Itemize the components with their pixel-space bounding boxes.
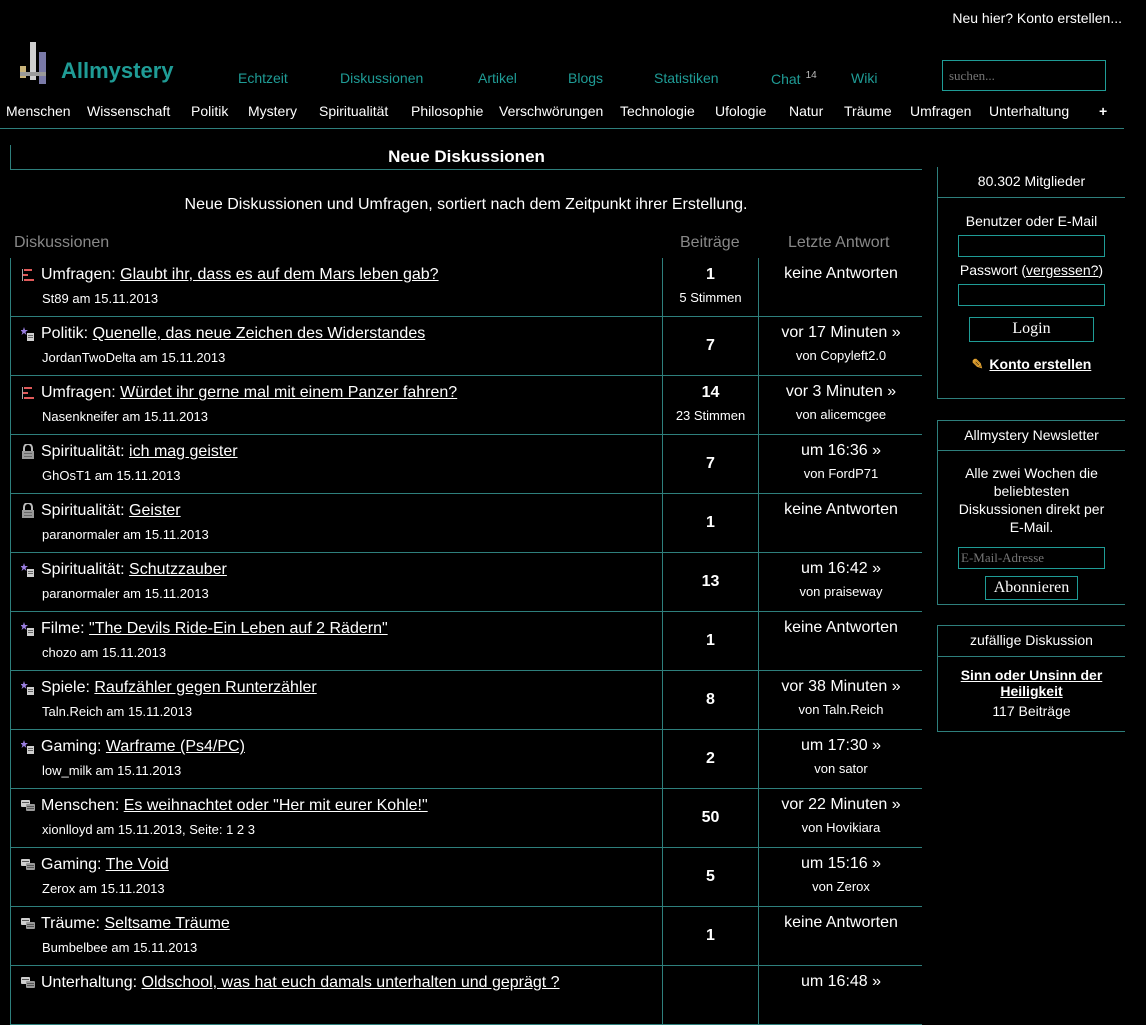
lock-icon (21, 503, 35, 519)
table-row (10, 435, 922, 494)
col-last-reply: Letzte Antwort (788, 234, 890, 251)
thread-cell (11, 966, 663, 1024)
thread-meta (42, 645, 166, 660)
thread-category: Spiele: (41, 679, 90, 696)
thread-title-link[interactable]: Geister (129, 502, 181, 519)
thread-category: Gaming: (41, 856, 102, 873)
password-label (938, 262, 1125, 278)
thread-author[interactable]: Taln.Reich (42, 704, 103, 719)
thread-meta (42, 468, 181, 483)
login-button[interactable]: Login (969, 317, 1094, 342)
table-row (10, 553, 922, 612)
thread-title-link[interactable]: Würdet ihr gerne mal mit einem Panzer fahren? (120, 384, 458, 401)
last-reply-cell (759, 612, 923, 670)
thread-title-link[interactable]: Glaubt ihr, dass es auf dem Mars leben gab? (120, 266, 439, 283)
table-row (10, 612, 922, 671)
post-count: 1 (706, 927, 715, 944)
thread-category: Träume: (41, 915, 100, 932)
category-natur[interactable]: Natur (789, 103, 824, 119)
thread-cell (11, 789, 663, 847)
nav-chat[interactable] (771, 70, 817, 87)
page-title: Neue Diskussionen (10, 145, 922, 170)
table-row (10, 848, 922, 907)
thread-author[interactable]: GhOsT1 (42, 468, 92, 483)
discussion-icon (21, 916, 35, 932)
thread-meta (42, 763, 181, 778)
post-count: 1 (706, 632, 715, 649)
last-reply-cell (759, 907, 923, 965)
thread-author[interactable]: St89 (42, 291, 69, 306)
thread-date: am 15.11.2013, Seite: 1 2 3 (96, 822, 255, 837)
discussion-icon (21, 798, 35, 814)
col-posts: Beiträge (680, 234, 740, 251)
vote-count: 23 Stimmen (675, 408, 746, 423)
category-menschen[interactable]: Menschen (6, 103, 71, 119)
table-row (10, 258, 922, 317)
last-reply-time[interactable]: keine Antworten (784, 619, 898, 636)
category-bar (0, 96, 1124, 129)
thread-date: am 15.11.2013 (94, 468, 181, 483)
thread-date: am 15.11.2013 (80, 645, 167, 660)
nav-wiki[interactable]: Wiki (851, 70, 878, 86)
posts-cell (663, 317, 759, 375)
category-traeume[interactable]: Träume (844, 103, 892, 119)
thread-meta (42, 527, 209, 542)
post-count: 2 (706, 750, 715, 767)
password-label-text: Passwort ( (959, 262, 1027, 278)
create-account-link[interactable]: Konto erstellen (989, 356, 1092, 372)
category-umfragen[interactable]: Umfragen (910, 103, 972, 119)
newsletter-text: Alle zwei Wochen die beliebtesten Diskussionen direkt per E-Mail. (958, 465, 1105, 535)
thread-category: Umfragen: (41, 266, 116, 283)
post-count: 1 (706, 266, 715, 283)
post-count: 50 (701, 809, 720, 826)
user-label: Benutzer oder E-Mail (965, 213, 1098, 229)
thread-meta (42, 704, 192, 719)
posts-cell (663, 789, 759, 847)
new-thread-icon (21, 739, 35, 755)
table-row (10, 730, 922, 789)
nav-diskussionen[interactable]: Diskussionen (340, 70, 424, 86)
table-row (10, 966, 922, 1025)
table-body (10, 258, 922, 1025)
intro-text: Neue Diskussionen und Umfragen, sortiert nach dem Zeitpunkt ihrer Erstellung. (184, 196, 748, 213)
password-field[interactable] (958, 284, 1105, 306)
category-politik[interactable]: Politik (191, 103, 229, 119)
post-count: 8 (706, 691, 715, 708)
thread-cell (11, 848, 663, 906)
last-reply-user[interactable]: von Taln.Reich (798, 702, 884, 717)
thread-category: Spiritualität: (41, 502, 125, 519)
thread-meta (42, 350, 225, 365)
logo-text[interactable]: Allmystery (61, 58, 174, 83)
nav-echtzeit[interactable]: Echtzeit (238, 70, 288, 86)
category-ufologie[interactable]: Ufologie (715, 103, 767, 119)
thread-title-link[interactable]: "The Devils Ride-Ein Leben auf 2 Rädern" (89, 620, 388, 637)
thread-title-link[interactable]: The Void (105, 856, 169, 873)
last-reply-user[interactable]: von Copyleft2.0 (795, 348, 887, 363)
table-row (10, 494, 922, 553)
thread-title-link[interactable]: ich mag geister (129, 443, 238, 460)
last-reply-user[interactable]: von Hovikiara (801, 820, 881, 835)
last-reply-time[interactable]: vor 17 Minuten » (781, 324, 901, 341)
thread-cell (11, 730, 663, 788)
last-reply-cell (759, 435, 923, 493)
post-count: 1 (706, 514, 715, 531)
thread-date: am 15.11.2013 (139, 350, 226, 365)
thread-cell (11, 376, 663, 434)
posts-cell (663, 553, 759, 611)
posts-cell (663, 376, 759, 434)
thread-date: am 15.11.2013 (111, 940, 198, 955)
thread-date: am 15.11.2013 (78, 881, 165, 896)
thread-category: Umfragen: (41, 384, 116, 401)
posts-cell (663, 612, 759, 670)
thread-date: am 15.11.2013 (122, 527, 209, 542)
thread-title-link[interactable]: Schutzzauber (129, 561, 227, 578)
last-reply-user[interactable]: von FordP71 (803, 466, 879, 481)
last-reply-user[interactable]: von alicemcgee (795, 407, 887, 422)
thread-cell (11, 494, 663, 552)
newsletter-title: Allmystery Newsletter (938, 421, 1125, 451)
thread-date: am 15.11.2013 (122, 586, 209, 601)
new-thread-icon (21, 680, 35, 696)
last-reply-time[interactable]: vor 38 Minuten » (781, 678, 901, 695)
post-count: 7 (706, 455, 715, 472)
allmystery-logo-icon[interactable] (20, 42, 50, 84)
thread-author[interactable]: Zerox (42, 881, 76, 896)
new-thread-icon (21, 562, 35, 578)
posts-cell (663, 494, 759, 552)
poll-icon (21, 385, 35, 401)
thread-category: Gaming: (41, 738, 102, 755)
thread-cell (11, 671, 663, 729)
login-box (937, 167, 1125, 399)
category-mystery[interactable]: Mystery (248, 103, 297, 119)
last-reply-time[interactable]: um 15:16 » (800, 855, 882, 872)
last-reply-cell (759, 848, 923, 906)
posts-cell (663, 966, 759, 1024)
thread-title-link[interactable]: Warframe (Ps4/PC) (105, 738, 245, 755)
posts-cell (663, 730, 759, 788)
last-reply-time[interactable]: keine Antworten (784, 501, 898, 518)
new-thread-icon (21, 326, 35, 342)
category-more-button[interactable]: + (1099, 103, 1108, 119)
thread-author[interactable]: Nasenkneifer (42, 409, 119, 424)
thread-date: am 15.11.2013 (106, 704, 193, 719)
posts-cell (663, 671, 759, 729)
new-thread-icon (21, 621, 35, 637)
thread-title-link[interactable]: Seltsame Träume (104, 915, 230, 932)
signup-link[interactable]: Neu hier? Konto erstellen... (952, 10, 1122, 26)
table-row (10, 317, 922, 376)
random-discussion-box (937, 625, 1125, 732)
posts-cell (663, 907, 759, 965)
last-reply-user[interactable]: von sator (814, 761, 868, 776)
lock-icon (21, 444, 35, 460)
category-wissenschaft[interactable]: Wissenschaft (87, 103, 171, 119)
last-reply-cell (759, 376, 923, 434)
category-philosophie[interactable]: Philosophie (411, 103, 484, 119)
thread-meta (42, 881, 165, 896)
member-count: 80.302 Mitglieder (938, 167, 1125, 198)
thread-meta (42, 291, 158, 306)
thread-title-link[interactable]: Quenelle, das neue Zeichen des Widerstandes (92, 325, 426, 342)
poll-icon (21, 267, 35, 283)
posts-cell (663, 258, 759, 316)
thread-category: Menschen: (41, 797, 120, 814)
table-header (10, 234, 922, 258)
thread-date: am 15.11.2013 (72, 291, 159, 306)
thread-cell (11, 258, 663, 316)
post-count: 7 (706, 337, 715, 354)
chat-count-badge: 14 (805, 70, 817, 81)
thread-date: am 15.11.2013 (122, 409, 209, 424)
posts-cell (663, 848, 759, 906)
discussion-icon (21, 857, 35, 873)
random-title: zufällige Diskussion (938, 626, 1125, 657)
last-reply-cell (759, 494, 923, 552)
last-reply-time[interactable]: um 17:30 » (800, 737, 882, 754)
post-count: 14 (701, 384, 720, 401)
random-discussion-link[interactable]: Sinn oder Unsinn der Heiligkeit (960, 667, 1103, 699)
thread-date: am 15.11.2013 (95, 763, 182, 778)
create-account-icon: ✎ (971, 356, 984, 372)
nav-artikel[interactable]: Artikel (478, 70, 517, 86)
thread-cell (11, 435, 663, 493)
thread-author[interactable]: paranormaler (42, 527, 120, 542)
random-post-count: 117 Beiträge (992, 703, 1071, 719)
thread-category: Spiritualität: (41, 561, 125, 578)
nav-blogs[interactable]: Blogs (568, 70, 604, 86)
discussion-icon (21, 975, 35, 991)
thread-meta (42, 940, 197, 955)
thread-category: Unterhaltung: (41, 974, 138, 991)
username-field[interactable] (958, 235, 1105, 257)
thread-category: Politik: (41, 325, 89, 342)
last-reply-cell (759, 553, 923, 611)
last-reply-time[interactable]: keine Antworten (784, 914, 898, 931)
thread-cell (11, 317, 663, 375)
category-verschwoerungen[interactable]: Verschwörungen (499, 103, 604, 119)
last-reply-time[interactable]: vor 22 Minuten » (781, 796, 901, 813)
thread-title-link[interactable]: Es weihnachtet oder "Her mit eurer Kohle!" (123, 797, 428, 814)
thread-category: Filme: (41, 620, 85, 637)
last-reply-user[interactable]: von Zerox (812, 879, 870, 894)
table-row (10, 376, 922, 435)
thread-author[interactable]: chozo (42, 645, 77, 660)
discussion-list (10, 145, 922, 1025)
last-reply-cell (759, 317, 923, 375)
thread-cell (11, 612, 663, 670)
newsletter-box (937, 420, 1125, 605)
category-technologie[interactable]: Technologie (620, 103, 695, 119)
thread-author[interactable]: Bumbelbee (42, 940, 108, 955)
col-discussions: Diskussionen (14, 234, 110, 251)
table-row (10, 907, 922, 966)
thread-title-link[interactable]: Oldschool, was hat euch damals unterhalten und geprägt ? (141, 974, 560, 991)
last-reply-cell (759, 966, 923, 1024)
subscribe-button[interactable]: Abonnieren (985, 576, 1078, 600)
last-reply-time[interactable]: um 16:36 » (800, 442, 882, 459)
last-reply-user[interactable]: von praiseway (799, 584, 883, 599)
table-row (10, 789, 922, 848)
post-count: 13 (701, 573, 720, 590)
last-reply-cell (759, 671, 923, 729)
post-count: 5 (706, 868, 715, 885)
last-reply-cell (759, 258, 923, 316)
last-reply-time[interactable]: vor 3 Minuten » (785, 383, 897, 400)
posts-cell (663, 435, 759, 493)
last-reply-time[interactable]: um 16:42 » (800, 560, 882, 577)
nav-chat-label: Chat (771, 71, 801, 87)
thread-category: Spiritualität: (41, 443, 125, 460)
last-reply-time[interactable]: um 16:48 » (800, 973, 882, 990)
thread-author[interactable]: paranormaler (42, 586, 120, 601)
thread-author[interactable]: xionlloyd (42, 822, 93, 837)
forgot-password-link[interactable]: vergessen? (1026, 262, 1099, 278)
thread-cell (11, 907, 663, 965)
vote-count: 5 Stimmen (679, 290, 742, 305)
newsletter-email-input[interactable] (958, 547, 1105, 569)
category-spiritualitaet[interactable]: Spiritualität (319, 103, 389, 119)
last-reply-cell (759, 730, 923, 788)
thread-meta (42, 586, 209, 601)
last-reply-time[interactable]: keine Antworten (784, 265, 898, 282)
thread-author[interactable]: JordanTwoDelta (42, 350, 136, 365)
thread-title-link[interactable]: Raufzähler gegen Runterzähler (94, 679, 317, 696)
last-reply-cell (759, 789, 923, 847)
thread-meta (42, 822, 255, 837)
thread-meta (42, 409, 208, 424)
table-row (10, 671, 922, 730)
password-label-close: ) (1098, 262, 1104, 278)
category-unterhaltung[interactable]: Unterhaltung (989, 103, 1070, 119)
thread-author[interactable]: low_milk (42, 763, 92, 778)
search-input[interactable] (942, 60, 1106, 91)
thread-cell (11, 553, 663, 611)
nav-statistiken[interactable]: Statistiken (654, 70, 719, 86)
